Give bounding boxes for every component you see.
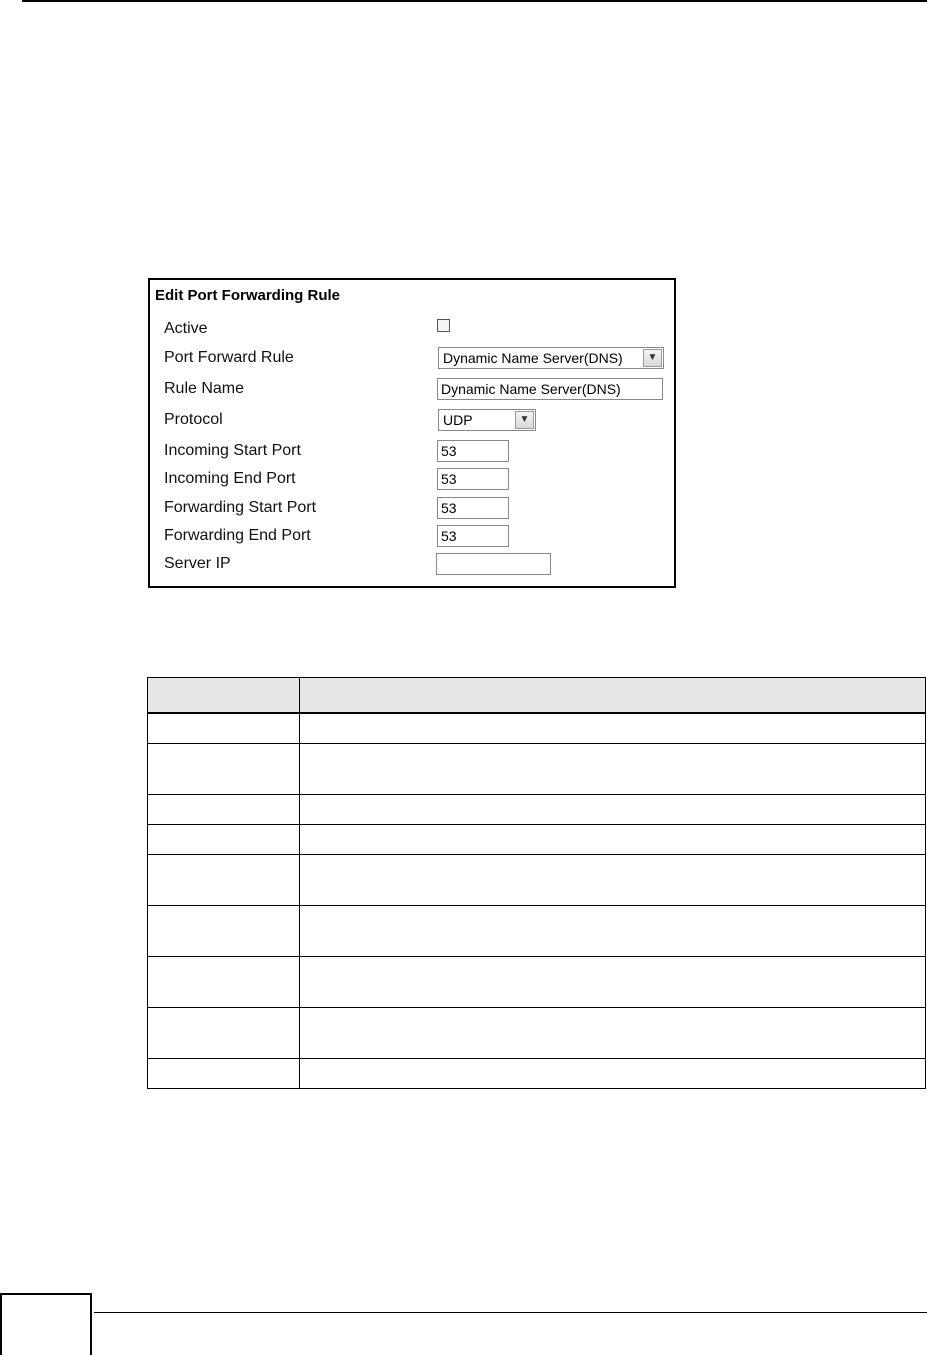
incoming-end-port-label: Incoming End Port [164, 470, 296, 487]
field-description-table [147, 677, 926, 1089]
top-rule [22, 0, 927, 2]
table-cell [300, 854, 926, 905]
rule-name-input[interactable] [437, 378, 663, 400]
table-cell [300, 794, 926, 824]
table-cell [300, 1007, 926, 1058]
table-cell [300, 713, 926, 743]
chevron-down-icon[interactable]: ▼ [515, 411, 534, 429]
table-cell [148, 743, 300, 794]
table-row [148, 854, 926, 905]
table-row [148, 794, 926, 824]
table-cell [300, 1058, 926, 1088]
incoming-end-port-input[interactable] [437, 468, 509, 490]
page-number-box [0, 1293, 92, 1355]
table-cell [148, 1007, 300, 1058]
table-header-row [148, 678, 926, 714]
forwarding-end-port-value: 53 [441, 528, 457, 544]
table-cell [148, 956, 300, 1007]
active-label: Active [164, 320, 208, 337]
active-checkbox[interactable] [437, 319, 450, 332]
table-cell [300, 824, 926, 854]
table-cell [300, 956, 926, 1007]
incoming-start-port-input[interactable] [437, 440, 509, 462]
table-row [148, 1058, 926, 1088]
protocol-value: UDP [443, 412, 473, 428]
port-forward-rule-value: Dynamic Name Server(DNS) [443, 350, 623, 366]
table-header-cell [148, 678, 300, 714]
table-cell [148, 794, 300, 824]
chevron-down-icon[interactable]: ▼ [643, 349, 662, 367]
table-row [148, 743, 926, 794]
incoming-start-port-label: Incoming Start Port [164, 442, 301, 459]
table-row [148, 824, 926, 854]
incoming-end-port-value: 53 [441, 471, 457, 487]
table-row [148, 713, 926, 743]
table-row [148, 1007, 926, 1058]
rule-name-value: Dynamic Name Server(DNS) [441, 381, 621, 397]
footer-rule [94, 1312, 927, 1313]
protocol-label: Protocol [164, 411, 223, 428]
forwarding-start-port-input[interactable] [437, 497, 509, 519]
forwarding-start-port-label: Forwarding Start Port [164, 499, 317, 516]
table-cell [148, 824, 300, 854]
server-ip-label: Server IP [164, 555, 231, 572]
port-forward-rule-select[interactable] [438, 347, 664, 369]
protocol-select[interactable] [438, 409, 536, 431]
table-cell [300, 905, 926, 956]
forwarding-start-port-value: 53 [441, 500, 457, 516]
incoming-start-port-value: 53 [441, 443, 457, 459]
forwarding-end-port-input[interactable] [437, 525, 509, 547]
port-forward-rule-label: Port Forward Rule [164, 349, 294, 366]
table-cell [148, 854, 300, 905]
table-cell [148, 713, 300, 743]
rule-name-label: Rule Name [164, 380, 245, 397]
table-cell [148, 1058, 300, 1088]
panel-title: Edit Port Forwarding Rule [155, 287, 341, 304]
server-ip-input[interactable] [436, 553, 551, 575]
table-cell [300, 743, 926, 794]
table-cell [148, 905, 300, 956]
edit-port-forwarding-rule-panel [148, 278, 676, 588]
table-row [148, 956, 926, 1007]
table-row [148, 905, 926, 956]
table-header-cell [300, 678, 926, 714]
forwarding-end-port-label: Forwarding End Port [164, 527, 311, 544]
